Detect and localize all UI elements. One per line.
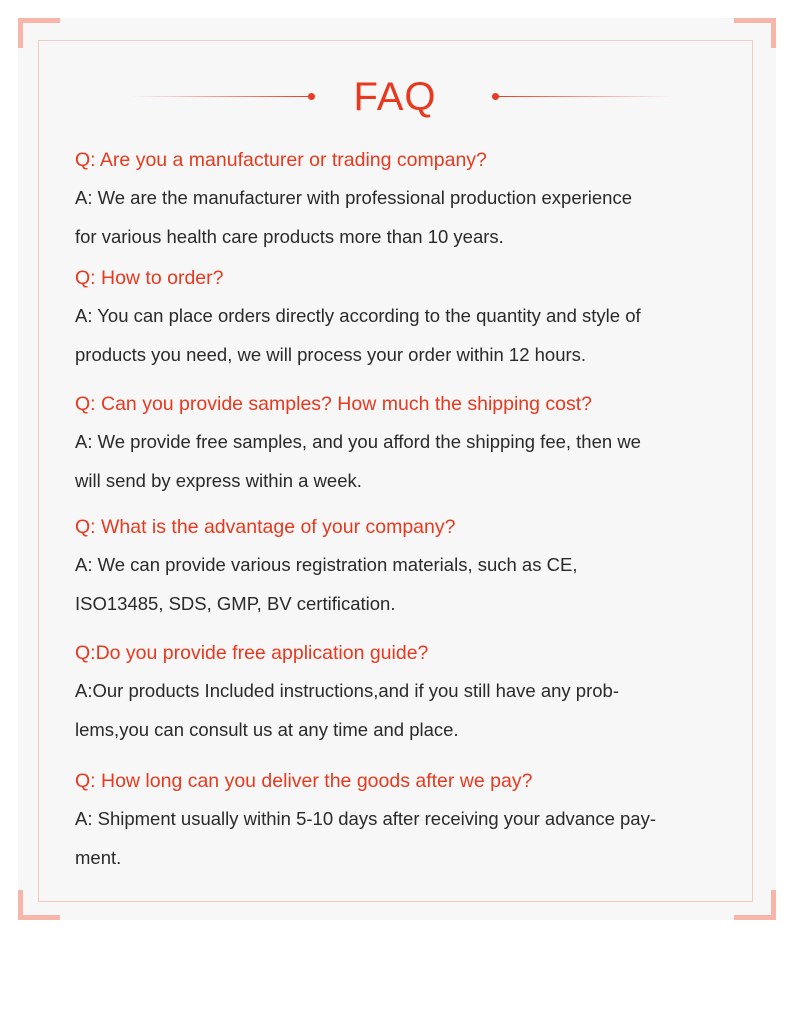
faq-answer-line: ISO13485, SDS, GMP, BV certification. <box>75 593 396 614</box>
faq-item <box>75 260 745 374</box>
faq-answer-line: products you need, we will process your order within 12 hours. <box>75 344 587 365</box>
corner-bracket-top-left <box>18 18 60 48</box>
faq-item <box>75 509 745 623</box>
faq-item <box>75 386 745 500</box>
faq-answer-line: for various health care products more than 10 years. <box>75 226 504 247</box>
title-row <box>0 72 790 122</box>
title-divider-left <box>130 96 310 97</box>
faq-question: Q:Do you provide free application guide? <box>75 642 429 664</box>
faq-question: Q: What is the advantage of your company? <box>75 516 456 538</box>
faq-item <box>75 142 745 256</box>
corner-bracket-top-right <box>734 18 776 48</box>
page-title: FAQ <box>353 75 437 119</box>
title-dot-left <box>308 93 315 100</box>
faq-item <box>75 763 745 877</box>
faq-list <box>75 142 745 877</box>
corner-bracket-bottom-left <box>18 890 60 920</box>
faq-question: Q: Are you a manufacturer or trading company? <box>75 149 487 171</box>
faq-answer-line: A: We can provide various registration materials, such as CE, <box>75 554 578 575</box>
faq-answer-line: will send by express within a week. <box>75 470 362 491</box>
faq-answer <box>75 178 745 256</box>
faq-answer <box>75 799 745 877</box>
faq-answer-line: A: We provide free samples, and you afford the shipping fee, then we <box>75 431 641 452</box>
faq-question: Q: Can you provide samples? How much the shipping cost? <box>75 393 593 415</box>
faq-answer-line: A: We are the manufacturer with professional production experience <box>75 187 633 208</box>
faq-answer-line: A: Shipment usually within 5-10 days after receiving your advance pay- <box>75 808 656 829</box>
faq-answer-line: A:Our products Included instructions,and if you still have any prob- <box>75 680 619 701</box>
faq-answer <box>75 296 745 374</box>
faq-answer-line: lems,you can consult us at any time and place. <box>75 719 459 740</box>
faq-item <box>75 635 745 749</box>
title-divider-right <box>498 96 673 97</box>
faq-question: Q: How long can you deliver the goods after we pay? <box>75 770 533 792</box>
corner-bracket-bottom-right <box>734 890 776 920</box>
faq-answer <box>75 671 745 749</box>
faq-answer-line: ment. <box>75 847 122 868</box>
faq-answer <box>75 545 745 623</box>
faq-answer <box>75 422 745 500</box>
faq-question: Q: How to order? <box>75 267 224 289</box>
faq-answer-line: A: You can place orders directly according to the quantity and style of <box>75 305 641 326</box>
